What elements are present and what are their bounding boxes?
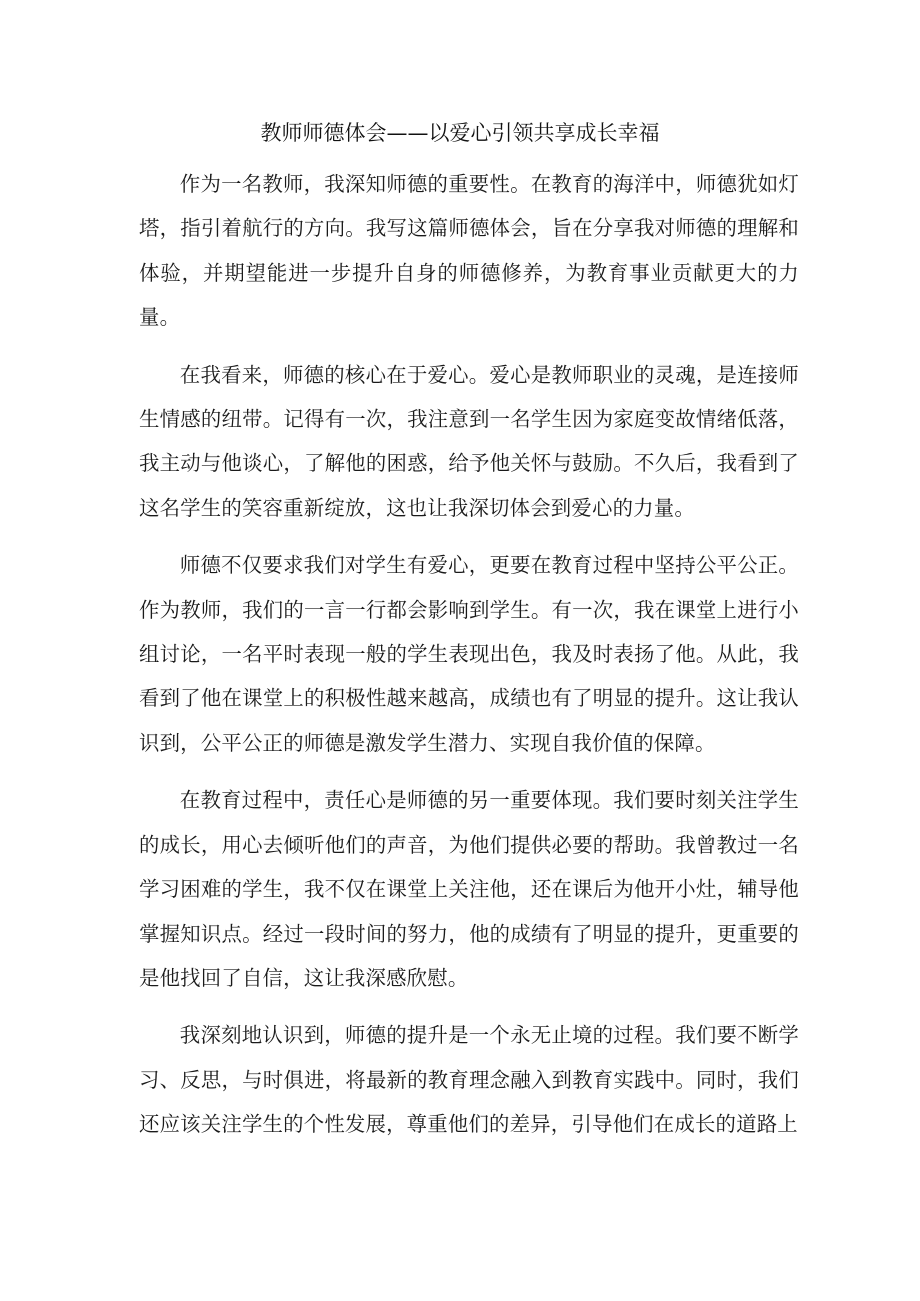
paragraph-2: 在我看来，师德的核心在于爱心。爱心是教师职业的灵魂，是连接师生情感的纽带。记得有一次，我注意到一名学生因为家庭变故情绪低落，我主动与他谈心，了解他的困惑，给予他关怀与鼓励。不久后，我看到了这名学生的笑容重新绽放，这也让我深切体会到爱心的力量。 xyxy=(139,362,799,520)
document-title: 教师师德体会——以爱心引领共享成长幸福 xyxy=(260,121,660,145)
paragraph-3: 师德不仅要求我们对学生有爱心，更要在教育过程中坚持公平公正。作为教师，我们的一言一行都会影响到学生。有一次，我在课堂上进行小组讨论，一名平时表现一般的学生表现出色，我及时表扬了他。从此，我看到了他在课堂上的积极性越来越高，成绩也有了明显的提升。这让我认识到，公平公正的师德是激发学生潜力、实现自我价值的保障。 xyxy=(139,553,799,755)
paragraph-5: 我深刻地认识到，师德的提升是一个永无止境的过程。我们要不断学习、反思，与时俱进，将最新的教育理念融入到教育实践中。同时，我们还应该关注学生的个性发展，尊重他们的差异，引导他们在成长的道路上 xyxy=(139,1023,799,1137)
document-body xyxy=(139,162,799,1160)
paragraph-4: 在教育过程中，责任心是师德的另一重要体现。我们要时刻关注学生的成长，用心去倾听他们的声音，为他们提供必要的帮助。我曾教过一名学习困难的学生，我不仅在课堂上关注他，还在课后为他开小灶，辅导他掌握知识点。经过一段时间的努力，他的成绩有了明显的提升，更重要的是他找回了自信，这让我深感欣慰。 xyxy=(139,788,799,990)
paragraph-1: 作为一名教师，我深知师德的重要性。在教育的海洋中，师德犹如灯塔，指引着航行的方向。我写这篇师德体会，旨在分享我对师德的理解和体验，并期望能进一步提升自身的师德修养，为教育事业贡献更大的力量。 xyxy=(139,172,799,330)
